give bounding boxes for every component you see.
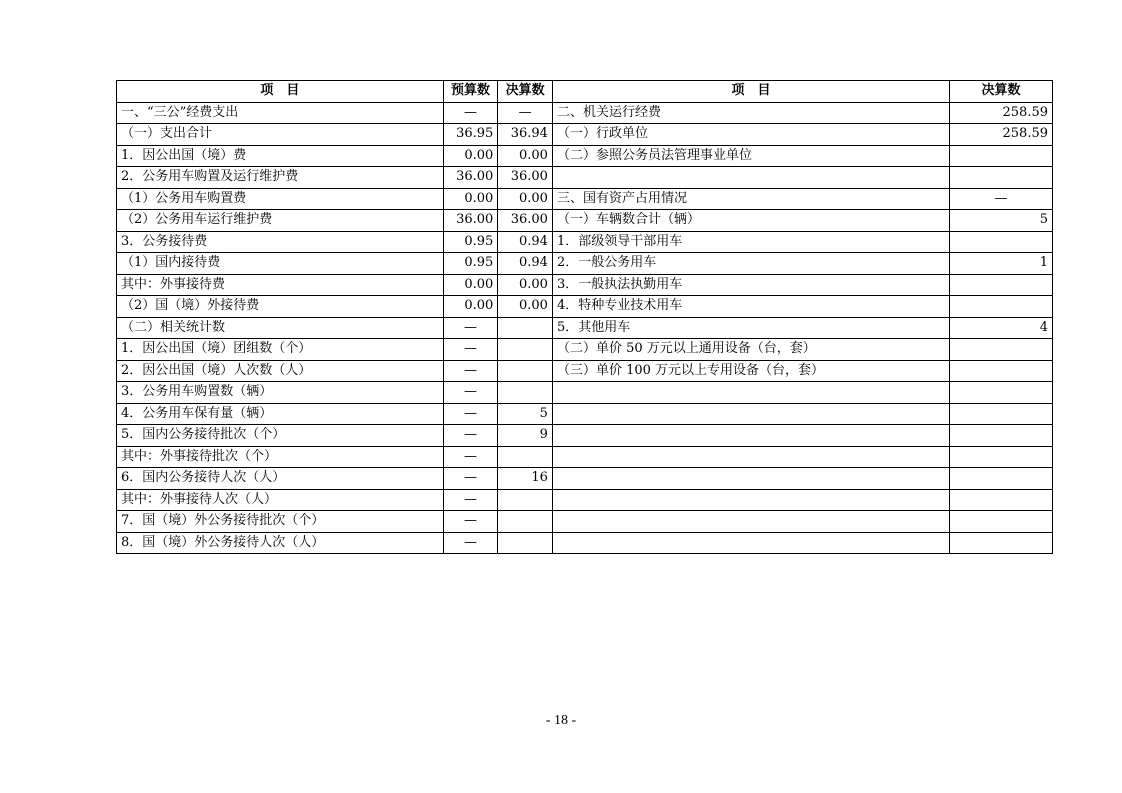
row-final-left	[498, 532, 553, 554]
row-final-right	[950, 382, 1053, 404]
row-item-left: （一）支出合计	[117, 124, 444, 146]
table-row	[117, 403, 1053, 425]
row-final-left	[498, 317, 553, 339]
row-final-right: 4	[950, 317, 1053, 339]
row-final-right: 258.59	[950, 102, 1053, 124]
row-item-left: 8．国（境）外公务接待人次（人）	[117, 532, 444, 554]
row-final-left: 0.94	[498, 231, 553, 253]
row-final-right: 1	[950, 253, 1053, 275]
row-final-left: 16	[498, 468, 553, 490]
row-final-right: —	[950, 188, 1053, 210]
row-item-right: 二、机关运行经费	[552, 102, 949, 124]
row-final-left: 9	[498, 425, 553, 447]
row-item-right	[552, 468, 949, 490]
row-final-left: 0.94	[498, 253, 553, 275]
table-row	[117, 425, 1053, 447]
row-item-left: 一、“三公”经费支出	[117, 102, 444, 124]
table-row	[117, 382, 1053, 404]
table-row	[117, 274, 1053, 296]
row-final-left	[498, 360, 553, 382]
row-budget: —	[443, 403, 498, 425]
row-item-right	[552, 532, 949, 554]
row-item-right: （三）单价 100 万元以上专用设备（台，套）	[552, 360, 949, 382]
row-item-right: （一）行政单位	[552, 124, 949, 146]
row-budget: —	[443, 446, 498, 468]
row-item-right	[552, 446, 949, 468]
row-item-right	[552, 403, 949, 425]
row-item-left: （1）公务用车购置费	[117, 188, 444, 210]
table-row	[117, 167, 1053, 189]
table-row	[117, 489, 1053, 511]
row-final-right	[950, 446, 1053, 468]
row-budget: 36.95	[443, 124, 498, 146]
row-item-right: （一）车辆数合计（辆）	[552, 210, 949, 232]
row-final-left	[498, 511, 553, 533]
row-final-right	[950, 403, 1053, 425]
row-final-left: 0.00	[498, 188, 553, 210]
row-item-left: 4．公务用车保有量（辆）	[117, 403, 444, 425]
row-final-right	[950, 339, 1053, 361]
row-budget: 0.95	[443, 253, 498, 275]
table-row	[117, 253, 1053, 275]
table-row	[117, 102, 1053, 124]
row-final-right	[950, 489, 1053, 511]
row-final-left: 36.94	[498, 124, 553, 146]
row-final-right	[950, 425, 1053, 447]
expenditure-table	[116, 80, 1053, 554]
row-budget: 0.00	[443, 296, 498, 318]
table-row	[117, 188, 1053, 210]
row-item-right	[552, 511, 949, 533]
table-row	[117, 231, 1053, 253]
table-row	[117, 532, 1053, 554]
row-budget: —	[443, 317, 498, 339]
row-budget: —	[443, 425, 498, 447]
row-item-right: 5．其他用车	[552, 317, 949, 339]
row-item-left: （2）国（境）外接待费	[117, 296, 444, 318]
header-item-left: 项 目	[117, 81, 444, 103]
row-item-right: 4．特种专业技术用车	[552, 296, 949, 318]
row-item-right	[552, 425, 949, 447]
row-budget: 36.00	[443, 210, 498, 232]
row-item-left: 3．公务用车购置数（辆）	[117, 382, 444, 404]
row-final-left: 0.00	[498, 274, 553, 296]
row-budget: —	[443, 489, 498, 511]
row-final-right	[950, 468, 1053, 490]
row-final-right	[950, 145, 1053, 167]
row-item-left: 其中：外事接待批次（个）	[117, 446, 444, 468]
table-row	[117, 124, 1053, 146]
table-row	[117, 296, 1053, 318]
row-budget: —	[443, 511, 498, 533]
row-final-right	[950, 274, 1053, 296]
row-budget: 0.00	[443, 188, 498, 210]
row-final-right: 5	[950, 210, 1053, 232]
row-item-right: （二）单价 50 万元以上通用设备（台，套）	[552, 339, 949, 361]
table-row	[117, 360, 1053, 382]
row-item-right	[552, 382, 949, 404]
row-final-right	[950, 532, 1053, 554]
row-final-right	[950, 231, 1053, 253]
row-item-left: 1．因公出国（境）费	[117, 145, 444, 167]
row-budget: —	[443, 102, 498, 124]
header-budget: 预算数	[443, 81, 498, 103]
header-item-right: 项 目	[552, 81, 949, 103]
row-budget: —	[443, 382, 498, 404]
row-item-left: （1）国内接待费	[117, 253, 444, 275]
page-number: - 18 -	[545, 713, 577, 728]
row-item-right: 三、国有资产占用情况	[552, 188, 949, 210]
table-row	[117, 468, 1053, 490]
table-body	[117, 102, 1053, 554]
row-item-left: 3．公务接待费	[117, 231, 444, 253]
row-budget: —	[443, 468, 498, 490]
row-final-right	[950, 360, 1053, 382]
row-item-right	[552, 489, 949, 511]
row-final-left	[498, 489, 553, 511]
row-final-right: 258.59	[950, 124, 1053, 146]
row-item-left: （2）公务用车运行维护费	[117, 210, 444, 232]
row-budget: —	[443, 339, 498, 361]
row-budget: 0.00	[443, 145, 498, 167]
header-final-right: 决算数	[950, 81, 1053, 103]
table-row	[117, 511, 1053, 533]
table-row	[117, 317, 1053, 339]
row-final-left: 36.00	[498, 167, 553, 189]
row-item-right	[552, 167, 949, 189]
row-item-left: 2．因公出国（境）人次数（人）	[117, 360, 444, 382]
row-final-right	[950, 296, 1053, 318]
table-row	[117, 145, 1053, 167]
table-row	[117, 339, 1053, 361]
row-item-left: 其中：外事接待费	[117, 274, 444, 296]
row-final-left	[498, 382, 553, 404]
row-item-right: 1．部级领导干部用车	[552, 231, 949, 253]
row-item-left: 7．国（境）外公务接待批次（个）	[117, 511, 444, 533]
row-budget: 0.00	[443, 274, 498, 296]
header-final-left: 决算数	[498, 81, 553, 103]
row-final-left: 36.00	[498, 210, 553, 232]
row-item-right: 3．一般执法执勤用车	[552, 274, 949, 296]
row-budget: 0.95	[443, 231, 498, 253]
row-item-left: （二）相关统计数	[117, 317, 444, 339]
row-final-left: 5	[498, 403, 553, 425]
row-item-left: 其中：外事接待人次（人）	[117, 489, 444, 511]
row-item-left: 5．国内公务接待批次（个）	[117, 425, 444, 447]
row-budget: —	[443, 532, 498, 554]
row-final-right	[950, 511, 1053, 533]
row-item-right: （二）参照公务员法管理事业单位	[552, 145, 949, 167]
row-final-right	[950, 167, 1053, 189]
row-final-left: 0.00	[498, 296, 553, 318]
row-item-right: 2．一般公务用车	[552, 253, 949, 275]
row-final-left	[498, 446, 553, 468]
row-final-left: —	[498, 102, 553, 124]
row-item-left: 2．公务用车购置及运行维护费	[117, 167, 444, 189]
table-header-row	[117, 81, 1053, 103]
row-budget: —	[443, 360, 498, 382]
table-row	[117, 446, 1053, 468]
row-budget: 36.00	[443, 167, 498, 189]
row-item-left: 6．国内公务接待人次（人）	[117, 468, 444, 490]
row-final-left	[498, 339, 553, 361]
row-final-left: 0.00	[498, 145, 553, 167]
row-item-left: 1．因公出国（境）团组数（个）	[117, 339, 444, 361]
table-row	[117, 210, 1053, 232]
